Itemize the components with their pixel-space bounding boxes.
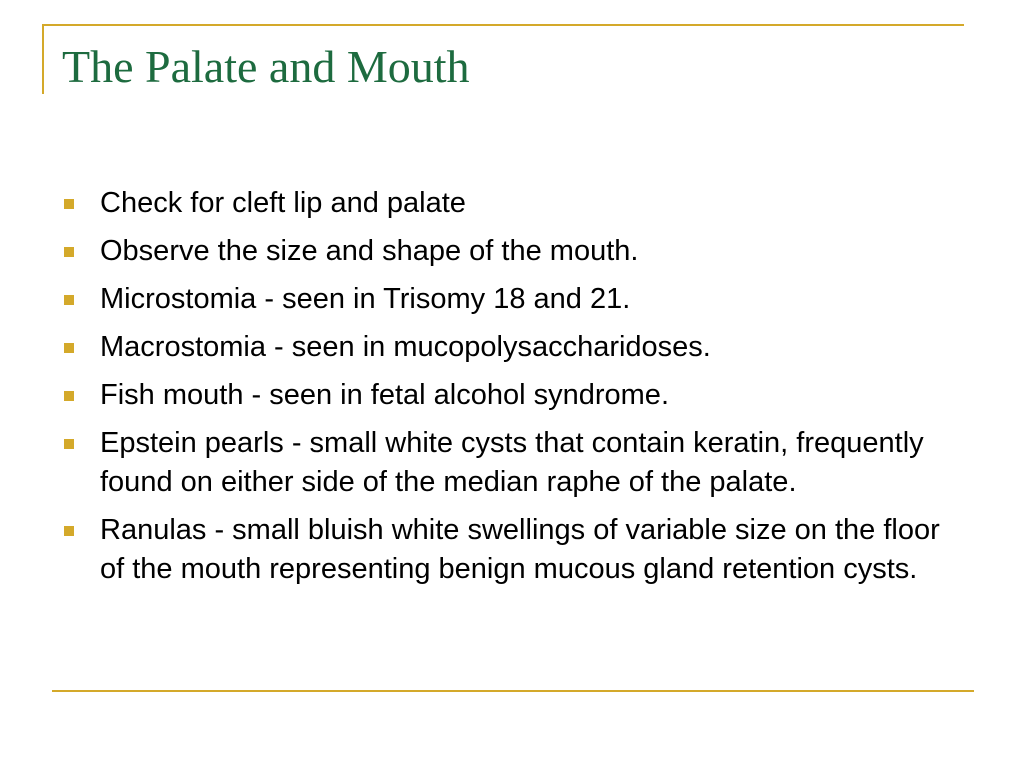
bullet-item: [64, 511, 944, 589]
bullet-list: [64, 184, 944, 598]
square-bullet-icon: [64, 439, 74, 449]
square-bullet-icon: [64, 199, 74, 209]
square-bullet-icon: [64, 247, 74, 257]
slide-title: The Palate and Mouth: [62, 41, 470, 92]
bullet-item: [64, 280, 944, 319]
top-rule: [42, 24, 964, 26]
bottom-rule: [52, 690, 974, 692]
square-bullet-icon: [64, 526, 74, 536]
square-bullet-icon: [64, 343, 74, 353]
bullet-text: Fish mouth - seen in fetal alcohol syndrome.: [100, 379, 669, 411]
bullet-text: Ranulas - small bluish white swellings of variable size on the floor of the mouth representing benign mucous gland retention cysts.: [100, 514, 940, 585]
bullet-text: Observe the size and shape of the mouth.: [100, 235, 639, 267]
bullet-text: Macrostomia - seen in mucopolysaccharidoses.: [100, 331, 711, 363]
bullet-text: Epstein pearls - small white cysts that contain keratin, frequently found on either side of the median raphe of the palate.: [100, 427, 924, 498]
bullet-item: [64, 328, 944, 367]
square-bullet-icon: [64, 295, 74, 305]
bullet-item: [64, 376, 944, 415]
bullet-text: Microstomia - seen in Trisomy 18 and 21.: [100, 283, 631, 315]
left-rule: [42, 24, 44, 94]
bullet-item: [64, 232, 944, 271]
bullet-item: [64, 424, 944, 502]
bullet-text: Check for cleft lip and palate: [100, 187, 466, 219]
bullet-item: [64, 184, 944, 223]
square-bullet-icon: [64, 391, 74, 401]
